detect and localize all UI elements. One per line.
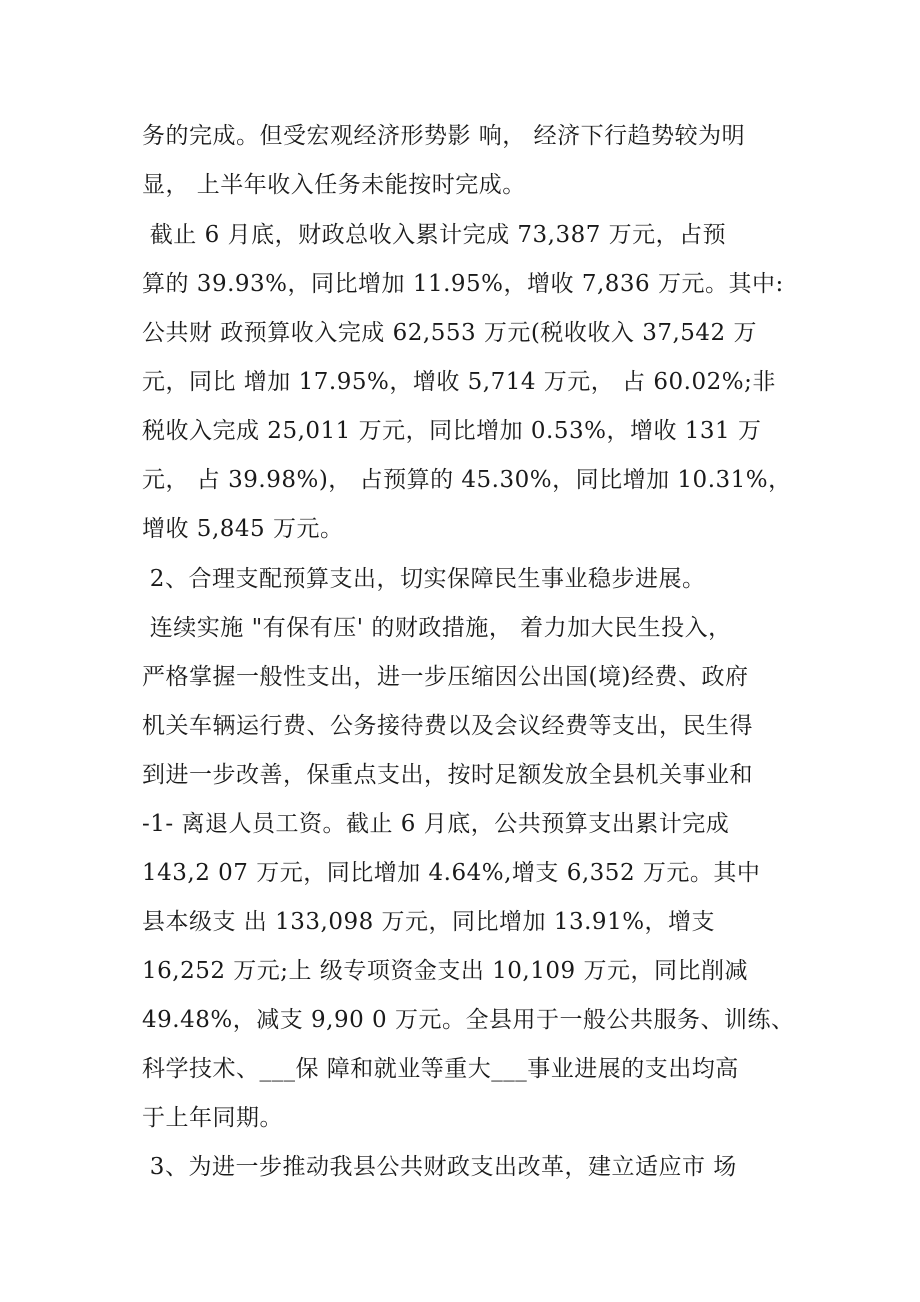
text-line: 元， 占 39.98%)， 占预算的 45.30%，同比增加 10.31%，: [142, 467, 792, 493]
text-line: 税收入完成 25,011 万元，同比增加 0.53%，增收 131 万: [142, 418, 762, 444]
text-line: 截止 6 月底，财政总收入累计完成 73,387 万元，占预: [142, 222, 727, 248]
text-line: 机关车辆运行费、公务接待费以及会议经费等支出，民生得: [142, 713, 753, 739]
text-line: -1- 离退人员工资。截止 6 月底，公共预算支出累计完成: [142, 811, 730, 837]
text-line: 算的 39.93%，同比增加 11.95%，增收 7,836 万元。其中:: [142, 271, 784, 297]
text-line: 科学技术、___保 障和就业等重大___事业进展的支出均高: [142, 1056, 739, 1082]
text-line: 务的完成。但受宏观经济形势影 响， 经济下行趋势较为明: [142, 123, 746, 149]
text-line: 连续实施 "有保有压' 的财政措施， 着力加大民生投入，: [142, 615, 732, 641]
text-line: 16,252 万元;上 级专项资金支出 10,109 万元，同比削减: [142, 958, 748, 984]
text-line: 严格掌握一般性支出，进一步压缩因公出国(境)经费、政府: [142, 664, 749, 690]
text-line: 到进一步改善，保重点支出，按时足额发放全县机关事业和: [142, 762, 753, 788]
section-heading: 2、合理支配预算支出，切实保障民生事业稳步进展。: [142, 566, 706, 592]
text-line: 143,2 07 万元，同比增加 4.64%,增支 6,352 万元。其中: [142, 860, 761, 886]
text-line: 增收 5,845 万元。: [142, 516, 344, 542]
text-line: 县本级支 出 133,098 万元，同比增加 13.91%，增支: [142, 909, 716, 935]
text-line: 49.48%，减支 9,90 0 万元。全县用于一般公共服务、训练、: [142, 1007, 795, 1033]
text-line: 于上年同期。: [142, 1105, 283, 1131]
text-line: 公共财 政预算收入完成 62,553 万元(税收收入 37,542 万: [142, 320, 757, 346]
section-heading: 3、为进一步推动我县公共财政支出改革，建立适应市 场: [142, 1154, 737, 1180]
text-line: 元，同比 增加 17.95%，增收 5,714 万元， 占 60.02%;非: [142, 369, 776, 395]
text-line: 显， 上半年收入任务未能按时完成。: [142, 172, 526, 198]
